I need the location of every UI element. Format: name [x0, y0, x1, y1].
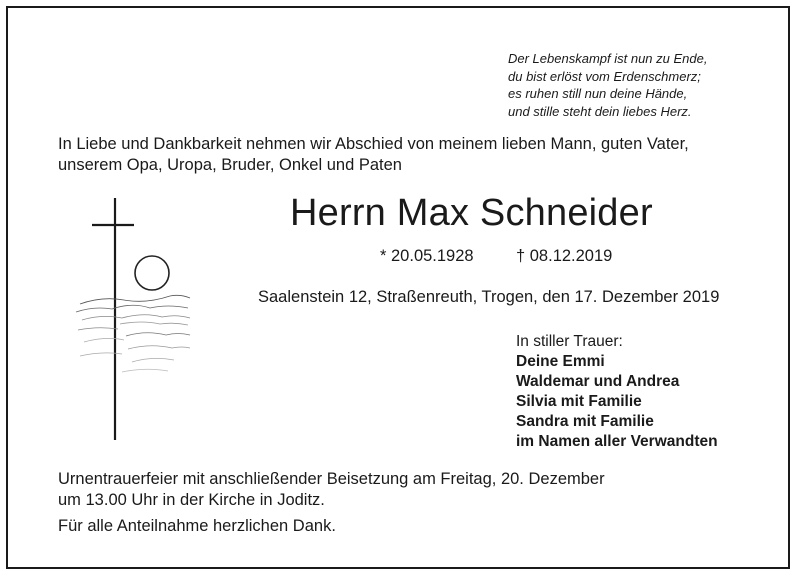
poem-line: du bist erlöst vom Erdenschmerz;	[508, 68, 701, 84]
intro-line: unserem Opa, Uropa, Bruder, Onkel und Paten	[58, 156, 402, 174]
service-info	[58, 469, 605, 537]
mourner-name: Waldemar und Andrea	[516, 373, 680, 390]
poem-line: und stille steht dein liebes Herz.	[508, 103, 692, 119]
place-and-date: Saalenstein 12, Straßenreuth, Trogen, den 17. Dezember 2019	[258, 288, 720, 306]
poem-line: Der Lebenskampf ist nun zu Ende,	[508, 51, 708, 66]
deceased-name: Herrn Max Schneider	[290, 192, 653, 234]
cross-landscape-illustration	[72, 196, 192, 446]
cross-icon	[92, 198, 134, 440]
intro-text	[58, 134, 758, 176]
poem-line: es ruhen still nun deine Hände,	[508, 86, 688, 101]
birth-date: * 20.05.1928	[380, 247, 474, 265]
mourner-name: Sandra mit Familie	[516, 413, 654, 430]
thanks-text: Für alle Anteilnahme herzlichen Dank.	[58, 517, 336, 535]
moon-landscape-illustration	[76, 256, 190, 372]
intro-line: In Liebe und Dankbarkeit nehmen wir Abschied von meinem lieben Mann, guten Vater,	[58, 135, 689, 153]
mourner-name: Deine Emmi	[516, 353, 605, 370]
death-date: † 08.12.2019	[516, 247, 613, 265]
mourner-name: Silvia mit Familie	[516, 393, 642, 410]
poem	[508, 50, 778, 120]
mourner-name: im Namen aller Verwandten	[516, 433, 718, 450]
service-line: um 13.00 Uhr in der Kirche in Joditz.	[58, 490, 325, 509]
mourners-block	[516, 332, 718, 452]
mourning-label: In stiller Trauer:	[516, 333, 623, 350]
service-line: Urnentrauerfeier mit anschließender Beisetzung am Freitag, 20. Dezember	[58, 470, 605, 488]
